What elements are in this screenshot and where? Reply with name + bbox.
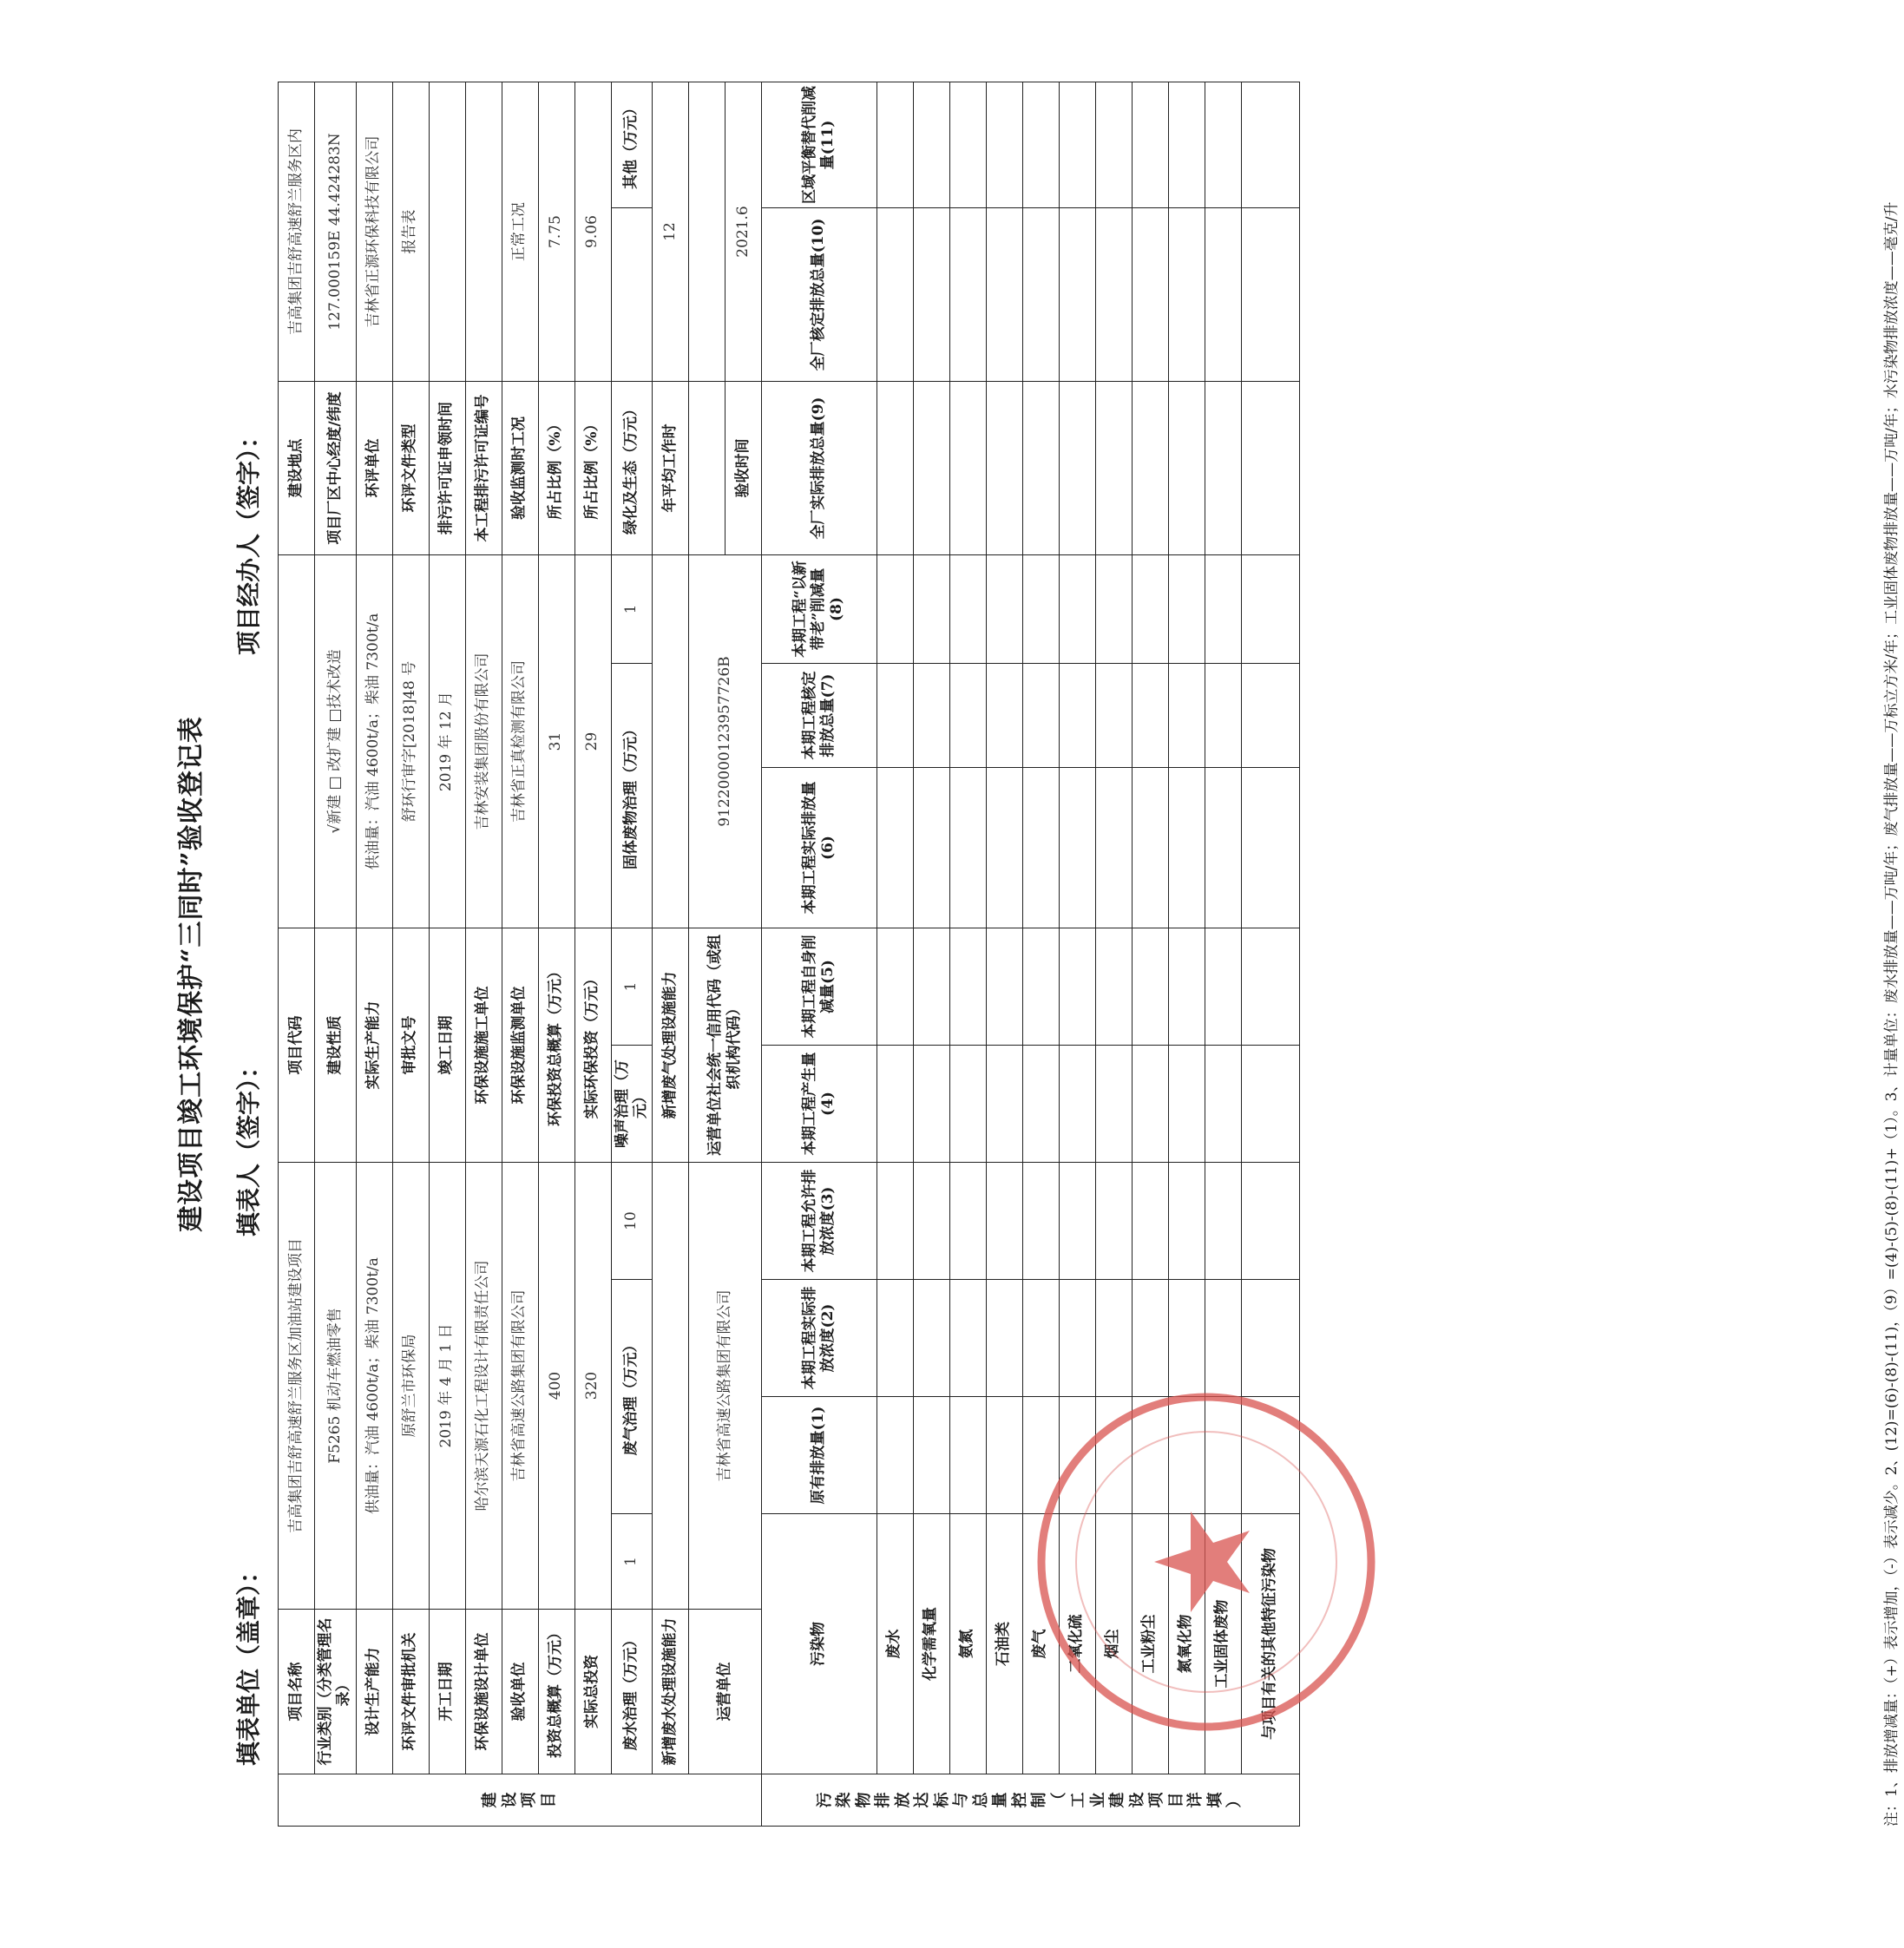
- pollutant-cell: [1022, 82, 1059, 208]
- pollutant-cell: [1205, 382, 1241, 555]
- side-char: 与: [952, 1792, 971, 1808]
- value-env-budget: 31: [538, 555, 574, 928]
- pollutant-cell: [949, 928, 986, 1046]
- side-label-project: [279, 1774, 762, 1827]
- pollutant-cell: [1022, 1163, 1059, 1280]
- pollutant-cell: [986, 382, 1022, 555]
- pollutant-cell: [876, 1397, 913, 1514]
- label-acceptance-time: 验收时间: [725, 382, 762, 555]
- pollutant-cell: [949, 1397, 986, 1514]
- pollutant-cell: [1168, 382, 1205, 555]
- pollutant-cell: [1205, 555, 1241, 664]
- side-char: 填: [1205, 1792, 1224, 1808]
- pollutant-cell: [986, 1163, 1022, 1280]
- pollutant-header-10: 全厂核定排放总量(10): [762, 208, 877, 382]
- value-design-capacity: 供油量：汽油 4600t/a；柴油 7300t/a: [356, 1163, 392, 1610]
- pollutant-header-5: 本期工程自身削减量(5): [762, 928, 877, 1046]
- pollutant-cell: [949, 1046, 986, 1163]
- value-noise: 1: [611, 928, 653, 1046]
- value-monitoring-unit: 吉林省正真检测有限公司: [502, 555, 538, 928]
- pollutant-cell: [1095, 208, 1132, 382]
- pollutant-name: 工业粉尘: [1132, 1514, 1168, 1774]
- pollutant-cell: [1132, 382, 1168, 555]
- side-char: 设: [500, 1792, 519, 1808]
- label-project-code: 项目代码: [279, 928, 315, 1163]
- label-permit-no: 本工程排污许可证编号: [465, 382, 502, 555]
- pollutant-cell: [1241, 82, 1299, 208]
- value-monitoring-condition: 正常工况: [502, 82, 538, 382]
- value-actual-total: 320: [574, 1163, 611, 1610]
- pollutant-header-4: 本期工程产生量(4): [762, 1046, 877, 1163]
- value-completion-date: 2019 年 12 月: [429, 555, 465, 928]
- pollutant-cell: [1241, 208, 1299, 382]
- label-actual-capacity: 实际生产能力: [356, 928, 392, 1163]
- pollutant-name: 二氧化硫: [1059, 1514, 1095, 1774]
- pollutant-cell: [1241, 1163, 1299, 1280]
- value-project-code: [279, 555, 315, 928]
- pollutant-cell: [913, 555, 949, 664]
- value-design-unit: 哈尔滨天源石化工程设计有限责任公司: [465, 1163, 502, 1610]
- value-coord: 127.000159E 44.424283N: [315, 82, 357, 382]
- value-construction-unit: 吉林安装集团股份有限公司: [465, 555, 502, 928]
- pollutant-cell: [949, 555, 986, 664]
- label-actual-total: 实际总投资: [574, 1610, 611, 1774]
- pollutant-cell: [986, 928, 1022, 1046]
- value-acceptance-unit: 吉林省高速公路集团有限公司: [502, 1163, 538, 1610]
- label-env-budget: 环保投资总概算（万元）: [538, 928, 574, 1163]
- pollutant-name: 废气: [1022, 1514, 1059, 1774]
- side-char: 工: [1069, 1792, 1088, 1808]
- pollutant-cell: [876, 1163, 913, 1280]
- pollutant-cell: [1168, 208, 1205, 382]
- value-credit-code: 91220000123957726B: [689, 555, 762, 928]
- side-char: 染: [835, 1792, 854, 1808]
- pollutant-cell: [986, 1046, 1022, 1163]
- pollutant-header-3: 本期工程允许排放浓度(3): [762, 1163, 877, 1280]
- pollutant-cell: [876, 1280, 913, 1397]
- pollutant-name: 与项目有关的其他特征污染物: [1241, 1514, 1299, 1774]
- pollutant-cell: [1059, 1046, 1095, 1163]
- pollutant-cell: [1022, 382, 1059, 555]
- pollutant-cell: [949, 82, 986, 208]
- pollutant-cell: [986, 1280, 1022, 1397]
- pollutant-cell: [1095, 555, 1132, 664]
- pollutant-cell: [949, 664, 986, 768]
- value-approval-no: 舒环行审字[2018]48 号: [392, 555, 429, 928]
- pollutant-cell: [1059, 768, 1095, 928]
- pollutant-header-2: 本期工程实际排放浓度(2): [762, 1280, 877, 1397]
- side-char: 标: [932, 1792, 951, 1808]
- pollutant-cell: [1095, 1046, 1132, 1163]
- pollutant-cell: [949, 208, 986, 382]
- value-eia-type: 报告表: [392, 82, 429, 382]
- pollutant-header-7: 本期工程核定排放总量(7): [762, 664, 877, 768]
- value-total-budget: 400: [538, 1163, 574, 1610]
- value-other: 12: [653, 82, 689, 382]
- pollutant-cell: [1168, 555, 1205, 664]
- pollutant-cell: [1022, 555, 1059, 664]
- footnote: 注：1、排放增减量：（+）表示增加，（-）表示减少。2、(12)=(6)-(8)-(11)，（9）=(4)-(5)-(8)-(11)+（1）。3、计量单位：废水排放量——万吨/年；废气排放量——万标立方米/年；工业固体废物排放量——万吨/年；水污染物排放浓度——毫克/升: [1883, 201, 1901, 1827]
- pollutant-cell: [949, 382, 986, 555]
- side-char: 达: [913, 1792, 932, 1808]
- pollutant-cell: [1241, 555, 1299, 664]
- label-eia-type: 环评文件类型: [392, 382, 429, 555]
- pollutant-header-8: 本期工程“以新带老”削减量(8): [762, 555, 877, 664]
- label-annual-hours: 年平均工作时: [653, 382, 689, 555]
- value-industry: F5265 机动车燃油零售: [315, 1163, 357, 1610]
- value-operator: 吉林省高速公路集团有限公司: [689, 1163, 762, 1610]
- side-char: 放: [893, 1792, 912, 1808]
- pollutant-cell: [1022, 928, 1059, 1046]
- value-permit-date: [429, 82, 465, 382]
- pollutant-cell: [949, 1163, 986, 1280]
- label-design-capacity: 设计生产能力: [356, 1610, 392, 1774]
- pollutant-cell: [913, 1046, 949, 1163]
- pollutant-cell: [1241, 382, 1299, 555]
- pollutant-cell: [1095, 382, 1132, 555]
- pollutant-cell: [1059, 208, 1095, 382]
- label-eia-unit: 环评单位: [356, 382, 392, 555]
- pollutant-cell: [1241, 928, 1299, 1046]
- official-seal-icon: [1024, 1380, 1389, 1744]
- pollutant-header-0: 污染物: [762, 1514, 877, 1774]
- value-actual-capacity: 供油量：汽油 4600t/a；柴油 7300t/a: [356, 555, 392, 928]
- label-operator: 运营单位: [689, 1610, 762, 1774]
- side-char: 量: [991, 1792, 1010, 1808]
- pollutant-cell: [1132, 82, 1168, 208]
- sign-unit-label: 填表单位（盖章）：: [234, 1558, 263, 1766]
- pollutant-cell: [986, 1397, 1022, 1514]
- pollutant-cell: [1168, 664, 1205, 768]
- label-acceptance-unit: 验收单位: [502, 1610, 538, 1774]
- value-eia-unit: 吉林省正源环保科技有限公司: [356, 82, 392, 382]
- label-ratio-2: 所占比例（%）: [574, 382, 611, 555]
- side-char: 制: [1030, 1792, 1049, 1808]
- pollutant-cell: [1059, 382, 1095, 555]
- pollutant-cell: [1168, 928, 1205, 1046]
- pollutant-cell: [1168, 768, 1205, 928]
- pollutant-cell: [1132, 664, 1168, 768]
- pollutant-cell: [1095, 928, 1132, 1046]
- pollutant-cell: [913, 664, 949, 768]
- side-char: 建: [1108, 1792, 1127, 1808]
- pollutant-cell: [986, 555, 1022, 664]
- side-char: 业: [1088, 1792, 1107, 1808]
- pollutant-cell: [1168, 1163, 1205, 1280]
- pollutant-cell: [1241, 664, 1299, 768]
- pollutant-header-1: 原有排放量(1): [762, 1397, 877, 1514]
- label-design-unit: 环保设施设计单位: [465, 1610, 502, 1774]
- pollutant-cell: [1059, 1163, 1095, 1280]
- pollutant-cell: [1132, 208, 1168, 382]
- pollutant-cell: [1022, 208, 1059, 382]
- pollutant-cell: [1205, 82, 1241, 208]
- pollutant-cell: [986, 208, 1022, 382]
- pollutant-row: [949, 82, 986, 1827]
- label-solid: 固体废物治理（万元）: [611, 664, 653, 928]
- pollutant-cell: [1095, 768, 1132, 928]
- pollutant-cell: [1132, 1046, 1168, 1163]
- pollutant-cell: [1168, 82, 1205, 208]
- pollutant-cell: [949, 1280, 986, 1397]
- label-monitoring-condition: 验收监测时工况: [502, 382, 538, 555]
- form-title: 建设项目竣工环境保护“三同时”验收登记表: [176, 716, 207, 1232]
- value-ratio-1: 7.75: [538, 82, 574, 382]
- pollutant-cell: [913, 382, 949, 555]
- pollutant-cell: [1132, 928, 1168, 1046]
- label-total-budget: 投资总概算（万元）: [538, 1610, 574, 1774]
- label-actual-env: 实际环保投资（万元）: [574, 928, 611, 1163]
- pollutant-cell: [913, 82, 949, 208]
- label-credit-code: 运营单位社会统一信用代码（或组织机构代码）: [689, 928, 762, 1163]
- side-char: （: [1049, 1792, 1068, 1808]
- label-greening: 绿化及生态（万元）: [611, 382, 653, 555]
- pollutant-cell: [949, 768, 986, 928]
- pollutant-cell: [1095, 664, 1132, 768]
- label-project-name: 项目名称: [279, 1610, 315, 1774]
- label-monitoring-unit: 环保设施监测单位: [502, 928, 538, 1163]
- value-eia-authority: 原舒兰市环保局: [392, 1163, 429, 1610]
- pollutant-cell: [1022, 664, 1059, 768]
- pollutant-cell: [1205, 1046, 1241, 1163]
- value-start-date: 2019 年 4 月 1 日: [429, 1163, 465, 1610]
- label-new-gas: 新增废气处理设施能力: [653, 928, 689, 1163]
- side-char: 物: [854, 1792, 873, 1808]
- pollutant-cell: [913, 768, 949, 928]
- pollutant-cell: [913, 1163, 949, 1280]
- side-char: 详: [1186, 1792, 1205, 1808]
- value-actual-env: 29: [574, 555, 611, 928]
- pollutant-cell: [1205, 768, 1241, 928]
- pollutant-cell: [876, 82, 913, 208]
- pollutant-name: 石油类: [986, 1514, 1022, 1774]
- pollutant-cell: [1132, 1163, 1168, 1280]
- side-label-pollution: [762, 1774, 1300, 1827]
- pollutant-cell: [1168, 1046, 1205, 1163]
- pollutant-name: 氮氧化物: [1168, 1514, 1205, 1774]
- pollutant-cell: [1095, 82, 1132, 208]
- label-completion-date: 竣工日期: [429, 928, 465, 1163]
- label-permit-date: 排污许可证申领时间: [429, 382, 465, 555]
- pollutant-cell: [913, 928, 949, 1046]
- pollutant-cell: [1205, 1163, 1241, 1280]
- pollutant-cell: [1205, 208, 1241, 382]
- side-char: ）: [1225, 1792, 1244, 1808]
- label-nature: 建设性质: [315, 928, 357, 1163]
- side-char: 控: [1010, 1792, 1029, 1808]
- label-eia-authority: 环评文件审批机关: [392, 1610, 429, 1774]
- pollutant-cell: [876, 382, 913, 555]
- pollutant-cell: [876, 555, 913, 664]
- pollutant-cell: [1059, 664, 1095, 768]
- label-coord: 项目厂区中心经度/纬度: [315, 382, 357, 555]
- label-industry: 行业类别（分类管理名录）: [315, 1610, 357, 1774]
- value-wastegas: 10: [611, 1163, 653, 1280]
- pollutant-cell: [876, 664, 913, 768]
- pollutant-cell: [1132, 555, 1168, 664]
- side-char: 排: [874, 1792, 893, 1808]
- value-project-name: 吉高集团吉舒高速舒兰服务区加油站建设项目: [279, 1163, 315, 1610]
- value-new-water: [653, 1163, 689, 1610]
- value-greening: [611, 208, 653, 382]
- pollutant-cell: [1241, 1046, 1299, 1163]
- label-approval-no: 审批文号: [392, 928, 429, 1163]
- pollutant-cell: [986, 82, 1022, 208]
- pollutant-cell: [913, 1397, 949, 1514]
- label-location: 建设地点: [279, 382, 315, 555]
- pollutant-header-11: 区域平衡替代削减量(11): [762, 82, 877, 208]
- pollutant-cell: [876, 208, 913, 382]
- value-permit-no: [465, 82, 502, 382]
- sign-filler-label: 填表人（签字）：: [234, 1053, 263, 1236]
- pollutant-name: 工业固体废物: [1205, 1514, 1241, 1774]
- label-ratio-1: 所占比例（%）: [538, 382, 574, 555]
- pollutant-cell: [1059, 82, 1095, 208]
- label-annual-hours-value: [689, 382, 725, 555]
- side-char: 项: [1147, 1792, 1166, 1808]
- label-construction-unit: 环保设施施工单位: [465, 928, 502, 1163]
- pollutant-cell: [1095, 1163, 1132, 1280]
- pollutant-cell: [876, 928, 913, 1046]
- value-annual-hours-blank: [689, 82, 725, 382]
- pollutant-cell: [1059, 928, 1095, 1046]
- pollutant-cell: [913, 1280, 949, 1397]
- side-char: 目: [539, 1792, 558, 1808]
- pollutant-cell: [1059, 555, 1095, 664]
- value-location: 吉高集团吉舒高速舒兰服务区内: [279, 82, 315, 382]
- value-acceptance-time: 2021.6: [725, 82, 762, 382]
- pollutant-name: 氨氮: [949, 1514, 986, 1774]
- value-nature: √新建 □ 改扩建 □技术改造: [315, 555, 357, 928]
- pollutant-cell: [1022, 1046, 1059, 1163]
- pollutant-name: 烟尘: [1095, 1514, 1132, 1774]
- side-char: 总: [971, 1792, 990, 1808]
- side-char: 污: [815, 1792, 834, 1808]
- value-new-gas: [653, 555, 689, 928]
- pollutant-header-6: 本期工程实际排放量(6): [762, 768, 877, 928]
- pollutant-cell: [1205, 664, 1241, 768]
- pollutant-header-9: 全厂实际排放总量(9): [762, 382, 877, 555]
- label-wastegas: 废气治理（万元）: [611, 1280, 653, 1514]
- side-char: 建: [481, 1792, 499, 1808]
- pollutant-name: 化学需氧量: [913, 1514, 949, 1774]
- label-wastewater: 废水治理（万元）: [611, 1610, 653, 1774]
- pollutant-row: [986, 82, 1022, 1827]
- pollutant-name: 废水: [876, 1514, 913, 1774]
- pollutant-cell: [986, 664, 1022, 768]
- pollutant-cell: [1241, 768, 1299, 928]
- pollutant-row: [876, 82, 913, 1827]
- pollutant-cell: [986, 768, 1022, 928]
- pollutant-cell: [913, 208, 949, 382]
- pollutant-row: [913, 82, 949, 1827]
- value-ratio-2: 9.06: [574, 82, 611, 382]
- pollutant-cell: [876, 1046, 913, 1163]
- label-noise: 噪声治理（万元）: [611, 1046, 653, 1163]
- side-char: 设: [1127, 1792, 1146, 1808]
- value-wastewater: 1: [611, 1514, 653, 1610]
- label-start-date: 开工日期: [429, 1610, 465, 1774]
- pollutant-cell: [1022, 768, 1059, 928]
- label-other: 其他（万元）: [611, 82, 653, 208]
- pollutant-cell: [1132, 768, 1168, 928]
- sign-manager-label: 项目经办人（签字）：: [234, 423, 263, 655]
- value-solid: 1: [611, 555, 653, 664]
- pollutant-cell: [1205, 928, 1241, 1046]
- side-char: 项: [520, 1792, 538, 1808]
- label-new-water: 新增废水处理设施能力: [653, 1610, 689, 1774]
- pollutant-cell: [876, 768, 913, 928]
- side-char: 目: [1166, 1792, 1185, 1808]
